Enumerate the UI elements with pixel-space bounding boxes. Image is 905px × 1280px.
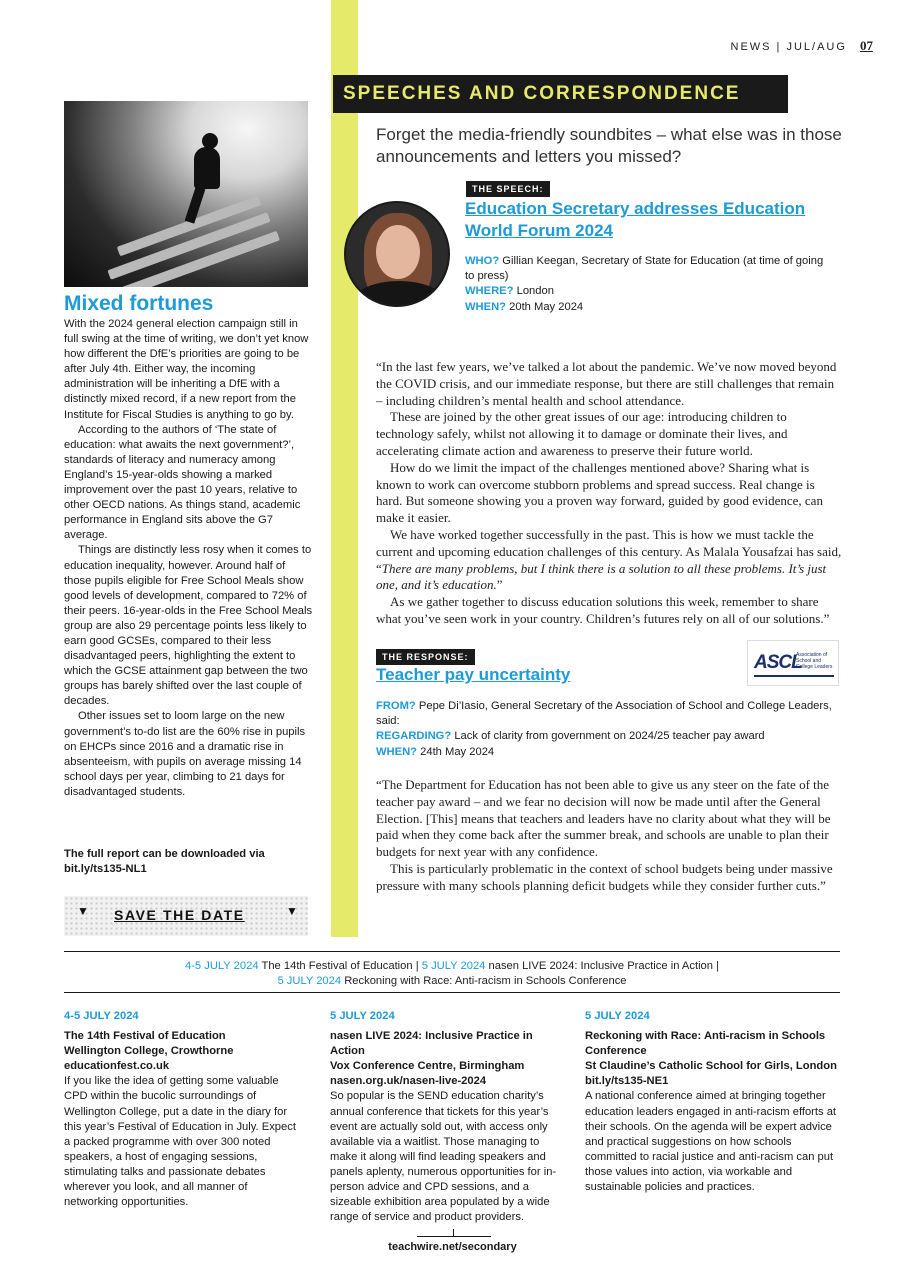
event-link[interactable]: bit.ly/ts135-NE1: [585, 1075, 669, 1088]
response-quote: [376, 777, 842, 895]
event-card: [585, 1009, 841, 1195]
event-card: [330, 1009, 568, 1225]
regarding-label: REGARDING?: [376, 730, 452, 743]
who-label: WHO?: [465, 255, 500, 267]
strip-event: Reckoning with Race: Anti-racism in Schools Conference: [344, 975, 627, 987]
quote-paragraph: These are joined by the other great issues of our age: introducing children to technology safely, whilst not allowing it to damage or dominate their lives, and accelerating climate action and awareness to preserve their future world.: [376, 409, 788, 458]
events-strip: [64, 959, 840, 989]
quote-paragraph: “The Department for Education has not been able to give us any steer on the fate of the teacher pay award – and we fear no decision will now be made until after the General Election. [This] means that teachers and leaders have no clarity about what they will be paid when they come back after the summer break, and schools are unable to plan their budgets for next year with any confidence.: [376, 777, 831, 860]
when-value: 24th May 2024: [420, 745, 495, 758]
event-name: nasen LIVE 2024: Inclusive Practice in Action: [330, 1030, 533, 1058]
speech-quote: [376, 359, 842, 628]
page-number: 07: [860, 38, 873, 53]
event-link[interactable]: nasen.org.uk/nasen-live-2024: [330, 1075, 487, 1088]
event-description: If you like the idea of getting some valuable CPD within the bucolic surroundings of Wellington College, put a date in the diary for this year’s Festival of Education in July. Expect a packed programme with over 300 noted speakers, a host of engaging sessions, stimulating talks and passionate debates wherever you look, and all manner of networking opportunities.: [64, 1075, 296, 1209]
article-photo: [64, 101, 308, 287]
event-link[interactable]: educationfest.co.uk: [64, 1060, 170, 1073]
event-description: So popular is the SEND education charity’s annual conference that tickets for this year’s event are actually sold out, with access only available via a waitlist. Those managing to make it along will find leading speakers and panels aplenty, numerous opportunities for in-person advice and CPD sessions, and a sizeable exhibition area populated by a wide range of service and product providers.: [330, 1090, 557, 1224]
event-name: Reckoning with Race: Anti-racism in Schools Conference: [585, 1030, 826, 1058]
malala-quote: There are many problems, but I think there is a solution to all these problems. It’s just one, and it’s education.: [376, 560, 827, 593]
regarding-value: Lack of clarity from government on 2024/25 teacher pay award: [454, 730, 765, 743]
strip-event: The 14th Festival of Education |: [261, 960, 419, 972]
section-banner: [333, 75, 788, 113]
response-meta: [376, 699, 836, 760]
event-date: 5 JULY 2024: [585, 1010, 650, 1022]
when-label: WHEN?: [465, 300, 507, 313]
speech-title-link[interactable]: Education Secretary addresses Education World Forum 2024: [465, 199, 806, 240]
ascl-logo-subtitle: Association of School and College Leaders: [796, 652, 833, 670]
response-tag: THE RESPONSE:: [376, 649, 475, 665]
quote-paragraph: We have worked together successfully in the past. This is how we must tackle the current and upcoming education challenges of this century. As Malala Yousafzai has said, “There are many problems, but I think there is a solution to all these problems. It’s just one, and it’s education.”: [376, 526, 842, 593]
divider: [64, 992, 840, 993]
article-body: [64, 317, 314, 800]
event-venue: St Claudine’s Catholic School for Girls, London: [585, 1060, 837, 1073]
report-link-note: The full report can be downloaded via bit.ly/ts135-NL1: [64, 848, 265, 876]
quote-paragraph: As we gather together to discuss education solutions this week, remember to share what you’ve seen work in your country. Children’s futures rely on all of our solutions.”: [376, 594, 830, 626]
ascl-logo: [747, 640, 839, 686]
event-name: The 14th Festival of Education: [64, 1030, 226, 1043]
speech-meta: [465, 254, 835, 315]
save-the-date-box: [64, 896, 308, 936]
accent-bar: [331, 0, 358, 937]
quote-paragraph: “In the last few years, we’ve talked a lot about the pandemic. We’ve now moved beyond the COVID crisis, and our immediate response, but there are still challenges that remain – including children’s mental health and school attendance.: [376, 359, 837, 408]
strip-date: 5 JULY 2024: [277, 975, 342, 987]
quote-paragraph: This is particularly problematic in the context of school budgets being under massive pressure with many schools planning deficit budgets while they consider further cuts.”: [376, 860, 833, 893]
when-label: WHEN?: [376, 745, 418, 758]
article-paragraph: According to the authors of ‘The state of education: what awaits the next government?’, standards of literacy and numeracy among England’s 15-year-olds showing a marked improvement over the past 10 years, relative to other OECD nations. As things stand, academic performance in England sits above the G7 average.: [64, 423, 301, 542]
from-label: FROM?: [376, 700, 416, 712]
strip-date: 5 JULY 2024: [421, 960, 486, 972]
from-value: Pepe Di’Iasio, General Secretary of the Association of School and College Leaders, said:: [376, 700, 832, 728]
event-date: 4-5 JULY 2024: [64, 1010, 139, 1022]
article-heading: Mixed fortunes: [64, 292, 214, 315]
where-value: London: [516, 285, 554, 298]
divider: [64, 951, 840, 952]
section-label: NEWS | JUL/AUG: [730, 41, 847, 53]
event-venue: Wellington College, Crowthorne: [64, 1045, 234, 1058]
ascl-logo-mark: ASCL: [754, 652, 802, 673]
event-card: [64, 1009, 302, 1210]
event-description: A national conference aimed at bringing together education leaders engaged in anti-racism efforts at their schools. On the agenda will be expert advice and practical suggestions on how schools committed to racial justice and anti-racism can put those values into action, via workable and sustainable policies and practices.: [585, 1090, 837, 1194]
page-header: [731, 38, 874, 54]
when-value: 20th May 2024: [509, 300, 584, 313]
banner-title: SPEECHES AND CORRESPONDENCE: [343, 83, 741, 104]
footer-rule: [417, 1236, 491, 1237]
who-value: Gillian Keegan, Secretary of State for Education (at time of going to press): [465, 255, 824, 283]
strip-date: 4-5 JULY 2024: [184, 960, 259, 972]
event-date: 5 JULY 2024: [330, 1010, 395, 1022]
footer-tick: [453, 1229, 454, 1237]
response-title-link[interactable]: Teacher pay uncertainty: [376, 665, 571, 684]
event-venue: Vox Conference Centre, Birmingham: [330, 1060, 525, 1073]
article-paragraph: Things are distinctly less rosy when it comes to education inequality, however. Around half of those pupils eligible for Free School Meals show good levels of development, compared to 72% of their peers. 16-year-olds in the Free School Meals group are also 29 percentage points less likely to earn good GCSEs, compared to their less disadvantaged peers, highlighting the extent to which the GCSE attainment gap between the two groups has barely shifted over the last couple of decades.: [64, 544, 313, 708]
where-label: WHERE?: [465, 285, 514, 298]
down-triangle-icon: ▼: [77, 904, 89, 918]
article-paragraph: With the 2024 general election campaign still in full swing at the time of writing, we don’t yet know how different the DfE’s priorities are going to be after July 4th. Either way, the incoming administration will be inheriting a DfE with a distinctly mixed record, if a new report from the Institute for Fiscal Studies is anything to go by.: [64, 318, 309, 421]
strip-event: nasen LIVE 2024: Inclusive Practice in Action |: [488, 960, 720, 972]
speech-tag: THE SPEECH:: [466, 181, 550, 197]
section-intro: Forget the media-friendly soundbites – what else was in those announcements and letters you missed?: [376, 125, 842, 166]
footer-url[interactable]: teachwire.net/secondary: [388, 1241, 517, 1253]
speaker-portrait: [344, 201, 450, 307]
article-paragraph: Other issues set to loom large on the new government’s to-do list are the 60% rise in pupils on EHCPs since 2016 and a dramatic rise in absenteeism, with pupils on average missing 14 school days per year, climbing to 21 days for disadvantaged students.: [64, 710, 306, 798]
quote-paragraph: How do we limit the impact of the challenges mentioned above? Sharing what is known to work can overcome stubborn problems and spread success. Real change is hard. But someone showing you a proven way forward, guided by good evidence, can make it easier.: [376, 459, 823, 526]
down-triangle-icon: ▼: [286, 904, 298, 918]
save-the-date-label: SAVE THE DATE: [114, 907, 245, 923]
